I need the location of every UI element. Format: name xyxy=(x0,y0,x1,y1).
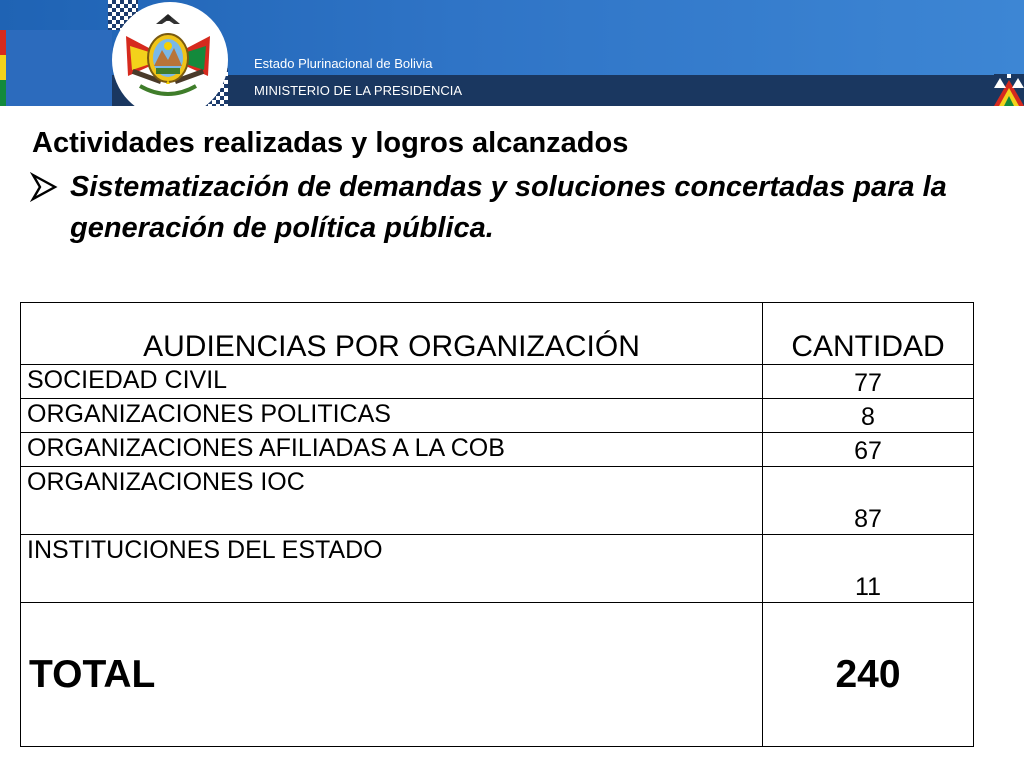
table-row xyxy=(21,535,974,603)
table-row xyxy=(21,399,974,433)
table-row xyxy=(21,467,974,535)
aguayo-pattern-icon xyxy=(994,74,1024,106)
quantity-cell: 77 xyxy=(763,365,974,399)
slide-heading: Actividades realizadas y logros alcanzados xyxy=(32,127,629,159)
table-header-row xyxy=(21,303,974,365)
bullet-text: Sistematización de demandas y soluciones concertadas para la generación de política pública. xyxy=(70,171,947,244)
state-name: Estado Plurinacional de Bolivia xyxy=(254,56,433,71)
total-row xyxy=(21,603,974,747)
header-banner xyxy=(0,0,1024,106)
total-value: 240 xyxy=(763,603,974,747)
ministry-name: MINISTERIO DE LA PRESIDENCIA xyxy=(254,83,463,98)
column-header-organization: AUDIENCIAS POR ORGANIZACIÓN xyxy=(21,303,763,365)
total-label: TOTAL xyxy=(21,603,763,747)
quantity-cell: 67 xyxy=(763,433,974,467)
organization-cell: SOCIEDAD CIVIL xyxy=(21,365,763,399)
quantity-cell: 11 xyxy=(763,535,974,603)
table-row xyxy=(21,433,974,467)
table-row xyxy=(21,365,974,399)
organization-cell: ORGANIZACIONES AFILIADAS A LA COB xyxy=(21,433,763,467)
audiencias-table xyxy=(20,302,974,747)
banner-left-panel xyxy=(6,30,112,106)
coat-of-arms-icon xyxy=(120,6,216,102)
arrowhead-bullet-icon xyxy=(30,172,58,202)
quantity-cell: 8 xyxy=(763,399,974,433)
quantity-cell: 87 xyxy=(763,467,974,535)
column-header-quantity: CANTIDAD xyxy=(763,303,974,365)
organization-cell: ORGANIZACIONES IOC xyxy=(21,467,763,535)
organization-cell: ORGANIZACIONES POLITICAS xyxy=(21,399,763,433)
organization-cell: INSTITUCIONES DEL ESTADO xyxy=(21,535,763,603)
